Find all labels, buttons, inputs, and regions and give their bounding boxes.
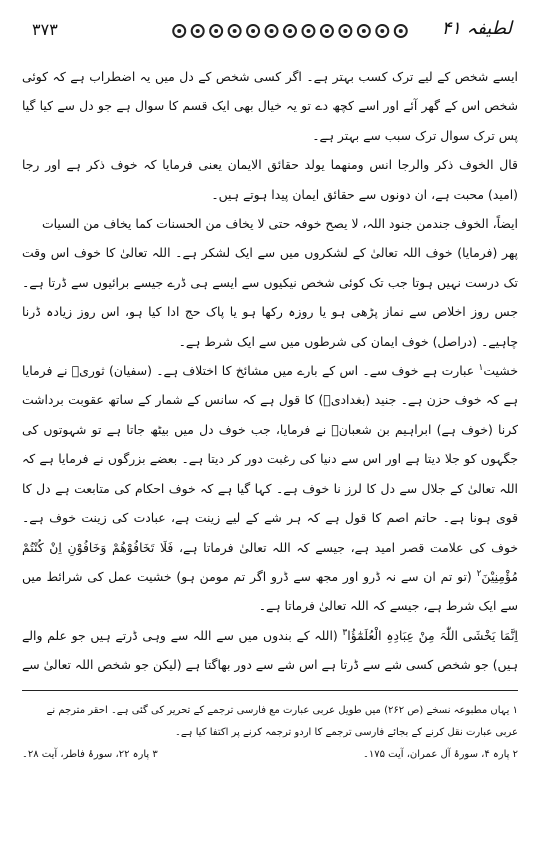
footnote-ref: ۱ (478, 362, 484, 373)
ornament-dot (214, 29, 218, 33)
footnote-ref: ۳ (342, 627, 348, 638)
quranic-verse: اِنَّمَا یَخْشَی اللّٰہَ مِنْ عِبَادِہِ الْعُلَمٰٓؤُا (347, 627, 518, 643)
footnote: ۳ پارہ ۲۲، سورۂ فاطر، آیت ۲۸۔ (22, 749, 158, 760)
chapter-title: لطیفہ ۴۱ (441, 18, 512, 39)
ornament-dot (270, 29, 274, 33)
main-text (22, 62, 518, 680)
ornament-dot (251, 29, 255, 33)
paragraph (22, 209, 518, 238)
ornament-dot (325, 29, 329, 33)
ornament-dot (233, 29, 237, 33)
paragraph-text: خشیت (483, 363, 518, 379)
paragraph-text: عبارت ہے خوف سے۔ اس کے بارے میں مشائخ کا اختلاف ہے۔ (سفیان) ثوریؒ نے فرمایا ہے کہ خوف حزن ہے۔ جنید (بغدادیؒ) کا قول ہے کہ سانس کے شمار کے ساتھ عقوبت برداشت کرنا (خوف ہے) ابراہیم بن شعبانؒ نے فرمایا، جب خوف دل میں بیٹھ جاتا ہے تو شہوتوں کی جگہوں کو جلا دیتا ہے اور اس سے دنیا کی رغبت دور کر دیتا ہے۔ بعضے بزرگوں نے فرمایا ہے کہ اللہ تعالیٰ کے جلال سے دل کا لرز نا خوف ہے۔ کہا گیا ہے کہ خوف احکام کی متابعت ہے دل کا قوی ہونا ہے۔ حاتم اصم کا قول ہے کہ ہر شے کے لیے زینت ہے، عبادت کی زینت خوف ہے۔ خوف کی علامت قصر امید ہے، جیسے کہ اللہ تعالیٰ فرماتا ہے، فَلَا تَخَافُوْھُمْ وَخَافُوْنِ اِنْ کُنْتُمْ مُؤْمِنِیْنَ (22, 363, 518, 584)
paragraph (22, 356, 518, 621)
paragraph (22, 621, 518, 680)
paragraph-text: قال الخوف ذکر والرجا انس ومنھما یولد حقائق الایمان یعنی فرمایا کہ خوف ذکر ہے اور رجا (امید) محبت ہے، ان دونوں سے حقائق ایمان پیدا ہوتے ہیں۔ (22, 157, 518, 202)
paragraph-text: ایسے شخص کے لیے ترک کسب بہتر ہے۔ اگر کسی شخص کے دل میں یہ اضطراب ہے کہ کوئی شخص اس کے گھر آئے اور اسے کچھ دے تو یہ خیال بھی ایک قسم کا سوال ہے جو دل سے کیا گیا پس ترک سوال ترک سبب سے بہتر ہے۔ (22, 69, 518, 143)
ornament-dot (343, 29, 347, 33)
paragraph-text: (اللہ کے بندوں میں سے اللہ سے وہی ڈرتے ہیں جو علم والے ہیں) جو شخص کسی شے سے ڈرتا ہے اس شے سے دور بھاگتا ہے (لیکن جو شخص اللہ تعالیٰ سے (22, 627, 518, 673)
paragraph (22, 150, 518, 209)
ornament-dot (177, 29, 181, 33)
page-number: ۳۷۳ (32, 20, 58, 39)
ornament-dot (380, 29, 384, 33)
page-header (20, 10, 520, 50)
ornament-dot (399, 29, 403, 33)
ornament-dot (362, 29, 366, 33)
footnote: ۲ پارہ ۴، سورۂ آل عمران، آیت ۱۷۵۔ (362, 749, 518, 760)
footnote-ref: ۲ (476, 568, 482, 579)
paragraph-text: پھر (فرمایا) خوف اللہ تعالیٰ کے لشکروں میں سے ایک لشکر ہے۔ اللہ تعالیٰ کا خوف اس وقت تک درست نہیں ہوتا جب تک کوئی شخص نیکیوں سے ایسے ہی ڈرے جیسے برائیوں سے ڈرتا ہے۔ جس روز اخلاص سے نماز پڑھی ہو یا روزہ رکھا ہو یا پاک حج ادا کیا ہو، اس روز زیادہ ڈرنا چاہیے۔ (دراصل) خوف ایمان کی شرطوں میں سے ایک شرط ہے۔ (22, 245, 518, 349)
decorative-chain-ornament (170, 20, 410, 42)
footnote: ۱ یہاں مطبوعہ نسخے (ص ۲۶۲) میں طویل عربی عبارت مع فارسی ترجمے کے تحریر کی گئی ہے۔ احقر مترجم نے عربی عبارت نقل کرنے کے بجائے فارسی ترجمے کا اردو ترجمہ کرنے پر اکتفا کیا ہے۔ (46, 705, 518, 738)
ornament-dot (306, 29, 310, 33)
arabic-quote: ایضاً، الخوف جندمن جنود اللہ، لا یصح خوفہ حتی لا یخاف من الحسنات کما یخاف من السیات (41, 216, 518, 232)
footnotes (22, 700, 518, 810)
footnote-divider (22, 690, 518, 691)
ornament-dot (196, 29, 200, 33)
footnote-row (22, 744, 518, 766)
paragraph-text: (تو تم ان سے نہ ڈرو اور مجھ سے ڈرو اگر تم مومن ہو) خشیت عمل کی شرائط میں سے ایک شرط ہے، جیسے کہ اللہ تعالیٰ فرماتا ہے۔ (22, 568, 518, 614)
paragraph (22, 238, 518, 356)
ornament-dot (288, 29, 292, 33)
paragraph (22, 62, 518, 150)
